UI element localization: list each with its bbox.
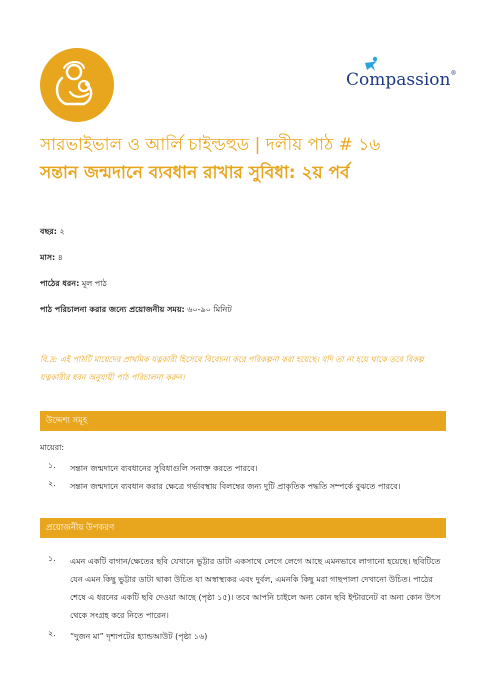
compassion-logo (346, 70, 456, 90)
objective-item-1 (48, 460, 450, 478)
type-value: মূল পাঠ (81, 279, 107, 288)
material-item-1 (48, 553, 450, 625)
material-text: “দুজন মা” দৃশ্যপটের হ্যান্ডআউট (পৃষ্ঠা ১৬) (70, 632, 208, 641)
mother-child-logo (40, 48, 114, 122)
meta-duration (40, 304, 232, 317)
compassion-wordmark: Compassion (346, 70, 451, 90)
month-label: মাস: (40, 253, 56, 262)
objective-text: সন্তান জন্মদানে ব্যবধান করার ক্ষেত্রে গর্ভাবস্থায় বিলম্বের জন্য দুটি প্রাকৃতিক পদ্ধতি সম্পর্কে বুঝতে পারবে। (70, 482, 401, 491)
meta-year (40, 226, 65, 239)
material-number: ১. (48, 554, 56, 563)
material-item-2 (48, 628, 450, 646)
objectives-heading: উদ্দেশ্য সমূহ (40, 411, 446, 431)
duration-label: পাঠ পরিচালনা করার জন্যে প্রয়োজনীয় সময়: (40, 305, 185, 314)
registered-mark: ® (450, 70, 457, 77)
objective-item-2 (48, 478, 450, 496)
duration-value: ৬০-৯০ মিনিট (187, 305, 232, 314)
lesson-note: বি.দ্র: এই পাঠটি মায়েদের প্রাথমিক যত্নকারী হিসেবে বিবেচনা করে পরিকল্পনা করা হয়েছে। যদি তা না হয়ে থাকে তবে বিকল্প যত্নকারীর ধরন অনুযায়ী পাঠ পরিচালনা করুন। (40, 355, 424, 382)
month-value: ৪ (57, 253, 63, 262)
materials-heading: প্রয়োজনীয় উপকরণ (40, 518, 446, 538)
objective-number: ২. (48, 479, 56, 488)
series-title: সারভাইভাল ও আর্লি চাইল্ডহুড | দলীয় পাঠ # ১৬ (40, 135, 381, 155)
objectives-intro: মায়েরা: (40, 443, 65, 452)
year-value: ২ (59, 227, 65, 236)
meta-lesson-type (40, 278, 107, 291)
material-text: এমন একটি বাগান/ক্ষেতের ছবি যেখানে ভুট্টার ডাটা একসাথে লেগে লেগে আছে এমনভাবে লাগানো হয়েছে। ছবিটিতে যেন এমন কিছু ভুট্টার ডাটা থাকা উচিত যা অস্বাস্থ্যকর এবং দুর্বল, এমনকি কিছু মরা গাছপালা দেখানো উচিত। পাঠের শেষে এ ধরনের একটি ছবি দেওয়া আছে (পৃষ্ঠা ১৫)। তবে আপনি চাইলে অন্য কোন ছবি ইন্টারনেট বা অন্য কোন উৎস থেকে সংগ্রহ করে নিতে পারেন। (70, 557, 441, 620)
objective-text: সন্তান জন্মদানে ব্যবধানের সুবিধাগুলি সনাক্ত করতে পারবে। (70, 464, 258, 473)
objective-number: ১. (48, 461, 56, 470)
material-number: ২. (48, 629, 56, 638)
meta-month (40, 252, 63, 265)
mother-child-icon (40, 48, 114, 122)
lesson-title: সন্তান জন্মদানে ব্যবধান রাখার সুবিধা: ২য় পর্ব (40, 163, 350, 183)
year-label: বছর: (40, 227, 57, 236)
type-label: পাঠের ধরন: (40, 279, 80, 288)
